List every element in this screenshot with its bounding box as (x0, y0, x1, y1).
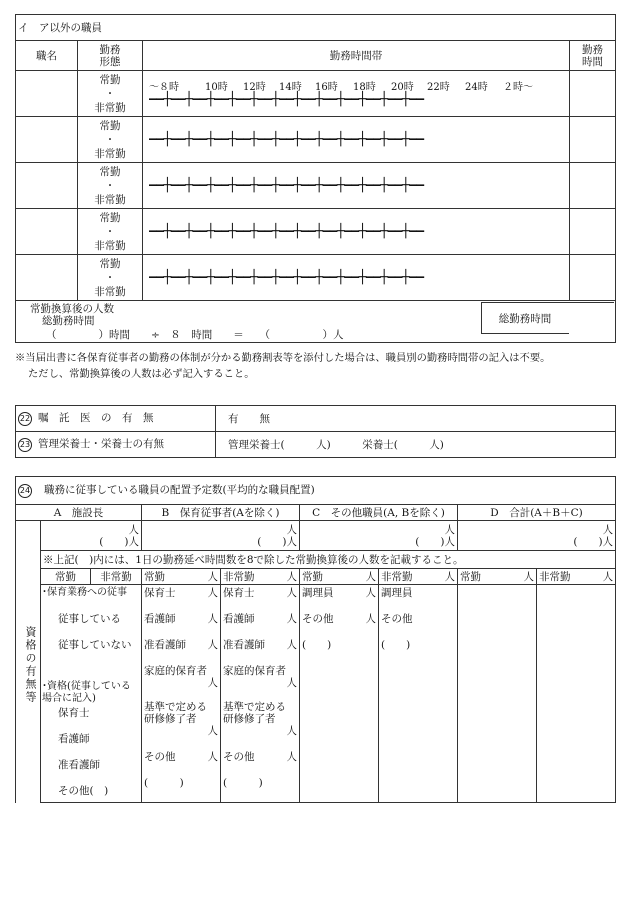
header-type-text: 勤務 形態 (99, 43, 121, 68)
staff-type-option: 常勤 (99, 211, 121, 224)
qualification-text: 保育士 (144, 587, 176, 599)
staff-type-option: ・ (104, 271, 116, 284)
c-parttime-qualifications (379, 585, 458, 803)
a-parttime-label: 非常勤 (91, 569, 142, 585)
c-fulltime-qualifications (300, 585, 379, 803)
sec24-title-text: 職務に従事している職員の配置予定数(平均的な職員配置) (44, 483, 315, 496)
section-i-table (15, 14, 616, 343)
qualification-line (302, 587, 376, 599)
qualification-line (381, 613, 455, 625)
qualification-unit: 人 (207, 639, 218, 651)
b-fulltime-qualifications (142, 585, 221, 803)
c-count-paren: ( )人 (415, 535, 455, 548)
staff-timeband-cell[interactable] (143, 209, 570, 255)
num-22-icon: 22 (18, 412, 32, 426)
qualification-line (144, 701, 218, 725)
total-hours-box (481, 302, 569, 334)
staff-type-option: 非常勤 (94, 193, 126, 206)
timeband-dashed-line: ‒‒┼‒‒┼‒‒┼‒‒┼‒‒┼‒‒┼‒‒┼‒‒┼‒‒┼‒‒┼‒‒┼‒‒┼‒‒ (149, 91, 424, 107)
c-fulltime-text: 常勤 (302, 570, 323, 583)
staff-type-option: 非常勤 (94, 285, 126, 298)
a-item-7: その他( ) (58, 785, 109, 797)
a-item-5: 看護師 (58, 733, 90, 745)
staff-type-option: 常勤 (99, 257, 121, 270)
timeband-dashed-line: ‒‒┼‒‒┼‒‒┼‒‒┼‒‒┼‒‒┼‒‒┼‒‒┼‒‒┼‒‒┼‒‒┼‒‒┼‒‒ (149, 269, 424, 285)
c-count-nin: 人 (444, 523, 455, 536)
qualification-unit: 人 (207, 613, 218, 625)
b-parttime-nin: 人 (286, 570, 297, 583)
staff-type-cell[interactable] (78, 209, 143, 255)
num-23-icon: 23 (18, 438, 32, 452)
doctor-label-text: 嘱 託 医 の 有 無 (38, 411, 154, 424)
col-a-header: A 施設長 (16, 505, 142, 521)
col-d-header: D 合計(A＋B＋C) (458, 505, 616, 521)
qualification-unit: 人 (286, 751, 297, 763)
staff-type-option: 非常勤 (94, 101, 126, 114)
dietitian-label-text: 管理栄養士・栄養士の有無 (38, 437, 164, 450)
staff-type-option: 常勤 (99, 119, 121, 132)
qualification-text: 准看護師 (144, 639, 186, 651)
timeband-dashed-line: ‒‒┼‒‒┼‒‒┼‒‒┼‒‒┼‒‒┼‒‒┼‒‒┼‒‒┼‒‒┼‒‒┼‒‒┼‒‒ (149, 177, 424, 193)
d-fulltime-text: 常勤 (460, 570, 481, 583)
staff-timeband-cell[interactable] (143, 255, 570, 301)
qualification-line (223, 665, 297, 677)
hour-tick-label: 10時 (205, 81, 228, 93)
qualification-line (223, 639, 297, 651)
qualification-text: 家庭的保育者 (144, 665, 207, 677)
timeband-dashed-line: ‒‒┼‒‒┼‒‒┼‒‒┼‒‒┼‒‒┼‒‒┼‒‒┼‒‒┼‒‒┼‒‒┼‒‒┼‒‒ (149, 223, 424, 239)
note-line-2: ただし、常勤換算後の人数は必ず記入すること。 (28, 368, 255, 380)
hour-tick-label: 16時 (315, 81, 338, 93)
qualification-line (223, 777, 297, 789)
qualification-text: その他 (144, 751, 176, 763)
staff-hours-cell[interactable] (570, 117, 616, 163)
staff-row (16, 163, 616, 209)
qualification-unit: 人 (365, 587, 376, 599)
col-b-header: B 保育従事者(Aを除く) (142, 505, 300, 521)
qualification-unit: 人 (207, 725, 218, 737)
b-count-paren: ( )人 (257, 535, 297, 548)
b-parttime-qualifications (221, 585, 300, 803)
a-count[interactable] (41, 521, 142, 551)
qualification-line (223, 751, 297, 763)
qualification-text: ( ) (223, 777, 263, 789)
header-timeband: 勤務時間帯 (143, 41, 570, 71)
qualification-text: その他 (381, 613, 413, 625)
header-hours-text: 勤務 時間 (582, 43, 603, 68)
c-parttime-text: 非常勤 (381, 570, 413, 583)
staff-hours-cell[interactable] (570, 163, 616, 209)
qualification-text: 看護師 (223, 613, 255, 625)
hour-tick-label: 12時 (243, 81, 266, 93)
note-attachment (15, 350, 620, 382)
staff-type-option: ・ (104, 87, 116, 100)
staff-role-cell[interactable] (16, 163, 78, 209)
qualification-unit: 人 (286, 613, 297, 625)
b-parttime-label (221, 569, 300, 585)
qualification-vertical-label: 資格の有無等 (24, 626, 37, 704)
qualification-text: 准看護師 (223, 639, 265, 651)
b-fulltime-text: 常勤 (144, 570, 165, 583)
c-parttime-label (379, 569, 458, 585)
d-parttime-text: 非常勤 (539, 570, 571, 583)
section-22-23-table (15, 405, 616, 458)
qualification-text: ( ) (144, 777, 184, 789)
qualification-line (144, 777, 218, 789)
qualification-line (144, 665, 218, 677)
section-i-title: イ ア以外の職員 (16, 15, 616, 41)
hour-tick-label: 24時 (465, 81, 488, 93)
c-count[interactable] (300, 521, 458, 551)
summary-label-2: 総勤務時間 (42, 314, 95, 327)
b-count-nin: 人 (286, 523, 297, 536)
a-count-nin: 人 (128, 523, 139, 536)
d-fulltime-blank[interactable] (458, 585, 537, 803)
staff-type-cell[interactable] (78, 71, 143, 117)
note-line-1: ※当届出書に各保育従事者の勤務の体制が分かる勤務割表等を添付した場合は、職員別の勤務時間帯の記入は不要。 (15, 352, 551, 364)
doctor-label (16, 406, 216, 432)
qualification-unit: 人 (286, 677, 297, 689)
b-fulltime-nin: 人 (207, 570, 218, 583)
header-role: 職名 (16, 41, 78, 71)
d-parttime-blank[interactable] (537, 585, 616, 803)
staff-row (16, 209, 616, 255)
staff-type-option: 常勤 (99, 73, 121, 86)
staff-timeband-cell[interactable] (143, 71, 570, 117)
staff-row (16, 255, 616, 301)
hour-tick-label: ２時～ (503, 81, 533, 93)
qualification-unit: 人 (365, 613, 376, 625)
d-count[interactable] (458, 521, 616, 551)
header-type (78, 41, 143, 71)
header-hours (570, 41, 616, 71)
a-item-2: 従事していない (58, 639, 132, 651)
a-item-4: 保育士 (58, 707, 90, 719)
total-hours-value-box[interactable] (568, 302, 614, 333)
staff-row (16, 71, 616, 117)
hour-tick-label: 20時 (391, 81, 414, 93)
d-count-paren: ( )人 (573, 535, 614, 548)
staff-type-option: ・ (104, 225, 116, 238)
staff-timeband-cell[interactable] (143, 163, 570, 209)
sec24-title (16, 477, 616, 505)
total-hours-label: 総勤務時間 (498, 312, 552, 325)
staff-type-cell[interactable] (78, 117, 143, 163)
d-count-nin: 人 (602, 523, 614, 536)
qualification-line (381, 587, 455, 599)
qualification-text: 保育士 (223, 587, 255, 599)
section-24-table (15, 476, 616, 803)
qualification-text: 調理員 (302, 587, 334, 599)
b-fulltime-label (142, 569, 221, 585)
qualification-text: ( ) (302, 639, 332, 651)
a-qualifications (41, 585, 142, 803)
num-24-icon: 24 (18, 484, 32, 498)
qualification-line (223, 587, 297, 599)
qualification-text: 基準で定める研修修了者 (223, 701, 286, 725)
c-parttime-nin: 人 (444, 570, 455, 583)
c-fulltime-label (300, 569, 379, 585)
qualification-text: 看護師 (144, 613, 176, 625)
staff-hours-cell[interactable] (570, 255, 616, 301)
staff-timeband-cell[interactable] (143, 117, 570, 163)
qualification-unit: 人 (286, 725, 297, 737)
summary-label-1: 常勤換算後の人数 (30, 302, 114, 315)
b-count[interactable] (142, 521, 300, 551)
staff-role-cell[interactable] (16, 209, 78, 255)
staff-row (16, 117, 616, 163)
staff-type-option: 非常勤 (94, 239, 126, 252)
hour-tick-label: ～８時 (149, 81, 179, 93)
hour-tick-label: 14時 (279, 81, 302, 93)
qualification-unit: 人 (286, 639, 297, 651)
d-fulltime-label (458, 569, 537, 585)
qualification-line (144, 751, 218, 763)
staff-role-cell[interactable] (16, 117, 78, 163)
staff-hours-cell[interactable] (570, 71, 616, 117)
d-parttime-nin: 人 (602, 570, 614, 583)
qualification-text: その他 (302, 613, 334, 625)
hour-tick-label: 22時 (427, 81, 450, 93)
staff-type-cell[interactable] (78, 163, 143, 209)
qualification-text: ( ) (381, 639, 411, 651)
staff-type-cell[interactable] (78, 255, 143, 301)
staff-type-option: 常勤 (99, 165, 121, 178)
staff-type-option: ・ (104, 179, 116, 192)
col-c-header: C その他職員(A, Bを除く) (300, 505, 458, 521)
qualification-text: 基準で定める研修修了者 (144, 701, 207, 725)
qualification-unit: 人 (207, 751, 218, 763)
d-parttime-label (537, 569, 616, 585)
a-count-paren: ( )人 (99, 535, 139, 548)
a-item-6: 准看護師 (58, 759, 100, 771)
d-fulltime-nin: 人 (523, 570, 534, 583)
qualification-line (144, 613, 218, 625)
qualification-line (381, 639, 455, 651)
staff-role-cell[interactable] (16, 71, 78, 117)
qualification-text: 家庭的保育者 (223, 665, 286, 677)
staff-role-cell[interactable] (16, 255, 78, 301)
summary-formula: （ ）時間 ÷ ８ 時間 ＝ （ ）人 (16, 329, 616, 343)
timeband-dashed-line: ‒‒┼‒‒┼‒‒┼‒‒┼‒‒┼‒‒┼‒‒┼‒‒┼‒‒┼‒‒┼‒‒┼‒‒┼‒‒ (149, 131, 424, 147)
qualification-text: 調理員 (381, 587, 413, 599)
doctor-value[interactable]: 有 無 (216, 406, 616, 432)
qualification-line (302, 613, 376, 625)
staff-type-option: ・ (104, 133, 116, 146)
qualification-line (144, 639, 218, 651)
qualification-line (302, 639, 376, 651)
qualification-text: その他 (223, 751, 255, 763)
a-item-1: 従事している (58, 613, 121, 625)
sec24-note: ※上記( )内には、1日の勤務延べ時間数を8で除した常勤換算後の人数を記載すること。 (41, 551, 616, 569)
staff-hours-cell[interactable] (570, 209, 616, 255)
qualification-line (144, 587, 218, 599)
c-fulltime-nin: 人 (365, 570, 376, 583)
qualification-unit: 人 (286, 587, 297, 599)
a-item-3: ･資格(従事している場合に記入) (42, 681, 131, 704)
qualification-unit: 人 (207, 677, 218, 689)
qualification-unit: 人 (207, 587, 218, 599)
b-parttime-text: 非常勤 (223, 570, 255, 583)
qualification-line (223, 613, 297, 625)
a-item-0: ･保育業務への従事 (42, 587, 127, 598)
dietitian-label (16, 432, 216, 458)
qualification-line (223, 701, 297, 725)
a-fulltime-label: 常勤 (41, 569, 91, 585)
hour-tick-label: 18時 (353, 81, 376, 93)
staff-type-option: 非常勤 (94, 147, 126, 160)
dietitian-value[interactable]: 管理栄養士( 人) 栄養士( 人) (216, 432, 616, 458)
